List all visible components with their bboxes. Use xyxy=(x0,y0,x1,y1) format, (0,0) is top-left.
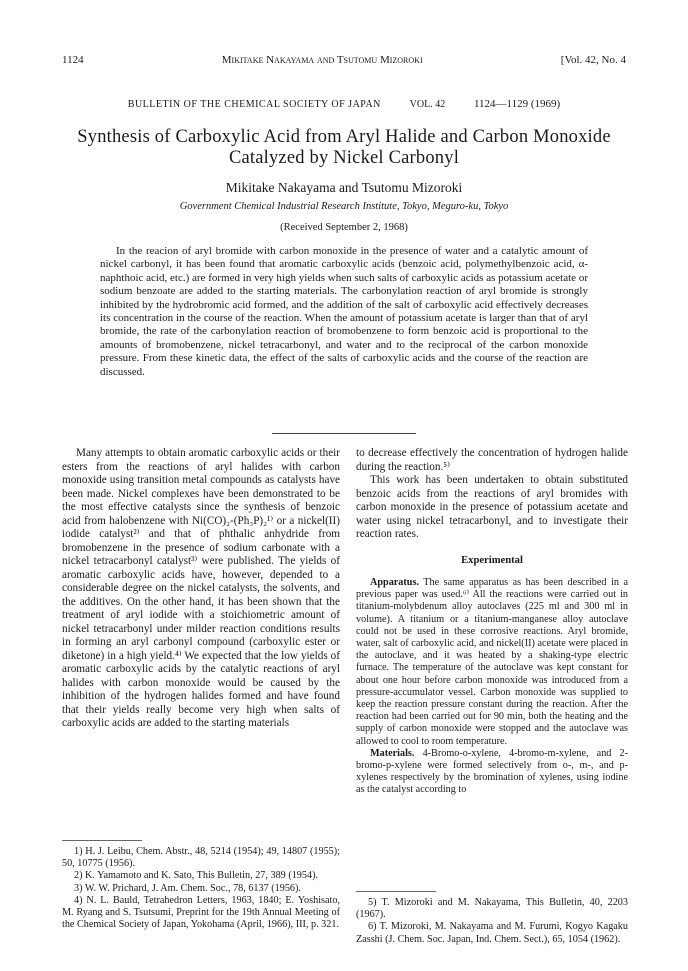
section-heading-experimental: Experimental xyxy=(461,554,523,566)
materials-label: Materials. xyxy=(370,747,415,759)
apparatus-paragraph xyxy=(356,577,628,748)
intro-continuation: to decrease effectively the concentration of hydrogen halide during the reaction.⁵⁾ xyxy=(356,447,628,473)
materials-text: 4-Bromo-o-xylene, 4-bromo-m-xylene, and 2-bromo-p-xylene were formed selectively from o-, m-, and p-xylenes respectively by the bromination of xylenes, using iodine as the catalyst according to xyxy=(356,747,629,796)
abstract: In the reacion of aryl bromide with carbon monoxide in the presence of water and a catalytic amount of nickel carbonyl, it has been found that aromatic carboxylic acids (benzoic acid, polymethylbenzoic acid, α-naphthoic acid, etc.) are formed in very high yields when such salts of carboxylic acids as potassium acetate or sodium benzoate are added to the starting materials. The carbonylation reaction of aryl bromide is strongly inhibited by the hydrobromic acid formed, and the addition of the salt of carboxylic acid effectively decreases its concentration in the course of the reaction. When the amount of potassium acetate is larger than that of aryl bromide, the rate of the carbonylation reaction of bromobenzene to form benzoic acid is proportional to the amounts of bromobenzene, nickel tetracarbonyl, and water and to the reciprocal of the carbon monoxide pressure. From these kinetic data, the effect of the salts of carboxylic acids and the course of the reaction are discussed. xyxy=(100,245,588,378)
footnotes-left xyxy=(62,846,340,931)
footnote: 5) T. Mizoroki and M. Nakayama, This Bulletin, 40, 2203 (1967). xyxy=(356,897,628,921)
footnote-rule-left xyxy=(62,840,142,841)
materials-paragraph xyxy=(356,748,628,797)
running-head xyxy=(62,54,626,66)
footnote: 3) W. W. Prichard, J. Am. Chem. Soc., 78, 6137 (1956). xyxy=(74,882,301,894)
right-column xyxy=(356,447,628,797)
section-divider xyxy=(272,433,416,434)
footnote: 6) T. Mizoroki, M. Nakayama and M. Furumi, Kogyo Kagaku Zasshi (J. Chem. Soc. Japan, Ind. Chem. Sect.), 65, 1054 (1962). xyxy=(356,921,628,945)
received-date: (Received September 2, 1968) xyxy=(280,222,408,233)
running-head-authors: Mikitake Nakayama and Tsutomu Mizoroki xyxy=(221,54,423,66)
authors: Mikitake Nakayama and Tsutomu Mizoroki xyxy=(225,180,463,195)
journal-name: BULLETIN OF THE CHEMICAL SOCIETY OF JAPAN xyxy=(127,99,381,110)
title-line-2: Catalyzed by Nickel Carbonyl xyxy=(228,148,460,168)
apparatus-text: The same apparatus as has been described in a previous paper was used.⁶⁾ All the reactions were carried out in titanium-molybdenum alloy autoclaves (225 ml and 300 ml in volume). A titanium or a titanium-manganese alloy autoclave could not be used in these corrosive reactions. Aryl bromide, water, salt of carboxylic acid, and nickel(II) acetate were placed in the autoclave, and it was heated by a shaking-type electric furnace. The temperature of the autoclave was kept constant for about one hour before carbon monoxide was introduced from a pressure-accumulator vessel. Carbon monoxide was supplied to keep the reaction pressure constant during the reaction. After the reaction had been carried out for 90 min, both the heating and the supply of carbon monoxide were stopped and the autoclave was allowed to cool to room temperature. xyxy=(356,577,628,747)
footnotes-right xyxy=(356,897,628,946)
apparatus-label: Apparatus. xyxy=(370,577,419,588)
left-column xyxy=(62,447,340,731)
affiliation: Government Chemical Industrial Research Institute, Tokyo, Meguro-ku, Tokyo xyxy=(179,201,509,212)
page-number: 1124 xyxy=(62,54,84,66)
intro-paragraph-2: This work has been undertaken to obtain substituted benzoic acids from the reactions of aryl bromides with carbon monoxide in the presence of potassium acetate and water using nickel tetracarbonyl, and to investigate their reaction rates. xyxy=(356,474,628,540)
journal-volume: VOL. 42 xyxy=(409,99,446,110)
footnote: 2) K. Yamamoto and K. Sato, This Bulletin, 27, 389 (1954). xyxy=(74,870,319,882)
article-title xyxy=(40,127,648,169)
journal-line xyxy=(62,98,626,110)
journal-pages: 1124—1129 (1969) xyxy=(473,98,561,110)
footnote: 4) N. L. Bauld, Tetrahedron Letters, 1963, 1840; E. Yoshisato, M. Ryang and S. Tsutsumi, Preprint for the 19th Annual Meeting of the Chemical Society of Japan, Yokohama (April, 1966), III, p. 321. xyxy=(62,894,340,931)
title-line-1: Synthesis of Carboxylic Acid from Aryl Halide and Carbon Monoxide xyxy=(77,127,611,147)
footnote-rule-right xyxy=(356,891,436,892)
intro-paragraph: Many attempts to obtain aromatic carboxylic acids or their esters from the reactions of aryl halides with carbon monoxide using transition metal compounds as catalysts have been made. Nickel complexes have been demonstrated to be the most effective catalysts since the synthesis of benzoic acid from halobenzene with Ni(CO)₂-(Ph₃P)₂¹⁾ or a nickel(II) iodide catalyst²⁾ and that of phthalic anhydride from bromobenzene in the presence of sodium carbonate with a nickel tetracarbonyl catalyst³⁾ were published. The yields of aromatic carboxylic acids have, however, depended to a considerable degree on the nickel catalysts, the solvents, and the additives. On the other hand, it has been shown that the treatment of aryl iodide with a stoichiometric amount of nickel tetracarbonyl under milder reaction conditions results in forming an aryl carbonyl compound (carboxylic ester or diketone) in a high yield.⁴⁾ We expected that the low yields of aromatic carboxylic acids by the catalytic reactions of aryl halides with carbon monoxide would be caused by the inhibition of the hydrogen halides formed and have found that their yields really become very high when salts of carboxylic acids are added to the starting materials xyxy=(62,447,340,729)
running-head-volume: [Vol. 42, No. 4 xyxy=(560,54,626,66)
footnote: 1) H. J. Leibu, Chem. Abstr., 48, 5214 (1954); 49, 14807 (1955); 50, 10775 (1956). xyxy=(62,846,340,870)
